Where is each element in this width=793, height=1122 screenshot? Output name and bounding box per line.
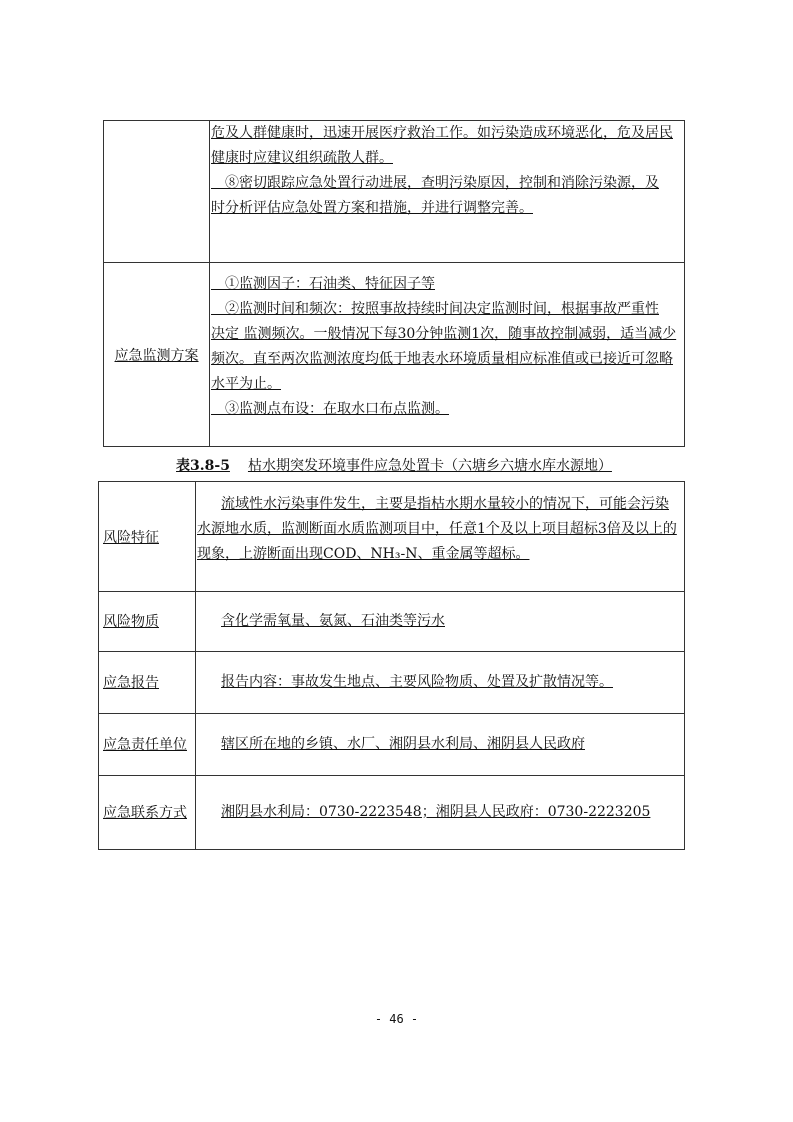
- text-line: ⑧密切跟踪应急处置行动进展，查明污染原因，控制和消除污染源，及: [211, 175, 659, 191]
- text-line: 危及人群健康时，迅速开展医疗救治工作。如污染造成环境恶化，危及居民: [211, 125, 673, 141]
- column-divider: [209, 121, 210, 446]
- text-line: ①监测因子：石油类、特征因子等: [211, 276, 435, 292]
- text-line: 决定 监测频次。一般情况下每30分钟监测1次，随事故控制减弱，适当减少: [211, 326, 677, 342]
- monitoring-plan-cell: [211, 272, 680, 422]
- risk-substances-label: 风险物质: [103, 614, 159, 630]
- contact-info-label: 应急联系方式: [103, 805, 187, 821]
- contact-info-content: 湘阴县水利局：0730-2223548；湘阴县人民政府：0730-2223205: [221, 803, 651, 820]
- text-line: 频次。直至两次监测浓度均低于地表水环境质量相应标准值或已接近可忽略: [211, 351, 673, 367]
- table-number: 表3.8-5: [176, 458, 230, 474]
- text-line: ③监测点布设：在取水口布点监测。: [211, 401, 449, 417]
- page-number: - 46 -: [374, 1012, 419, 1026]
- dry-season-emergency-card-table: [98, 481, 685, 850]
- risk-characteristics-content: 流域性水污染事件发生，主要是指枯水期水量较小的情况下，可能会污染水源地水质，监测断面水质监测项目中，任意1个及以上项目超标3倍及以上的现象，上游断面出现COD、NH₃-N、重金属等超标。: [197, 496, 677, 562]
- table-caption: [103, 455, 685, 475]
- responsible-units-content: 辖区所在地的乡镇、水厂、湘阴县水利局、湘阴县人民政府: [221, 735, 585, 752]
- column-divider: [195, 482, 196, 849]
- response-measures-cell: [211, 121, 680, 221]
- risk-characteristics-label: 风险特征: [103, 529, 159, 546]
- risk-substances-content: 含化学需氧量、氨氮、石油类等污水: [221, 612, 445, 629]
- emergency-report-content: 报告内容：事故发生地点、主要风险物质、处置及扩散情况等。: [221, 673, 613, 690]
- table-title: 枯水期突发环境事件应急处置卡（六塘乡六塘水库水源地）: [247, 458, 612, 474]
- text-line: 水平为止。: [211, 376, 281, 392]
- emergency-report-label: 应急报告: [103, 675, 159, 691]
- text-line: ②监测时间和频次：按照事故持续时间决定监测时间，根据事故严重性: [211, 301, 659, 317]
- text-line: 健康时应建议组织疏散人群。: [211, 150, 393, 166]
- responsible-units-label: 应急责任单位: [103, 737, 187, 753]
- monitoring-plan-label: 应急监测方案: [114, 348, 199, 364]
- emergency-plan-table-continued: [103, 120, 685, 447]
- text-line: 时分析评估应急处置方案和措施，并进行调整完善。: [211, 200, 533, 216]
